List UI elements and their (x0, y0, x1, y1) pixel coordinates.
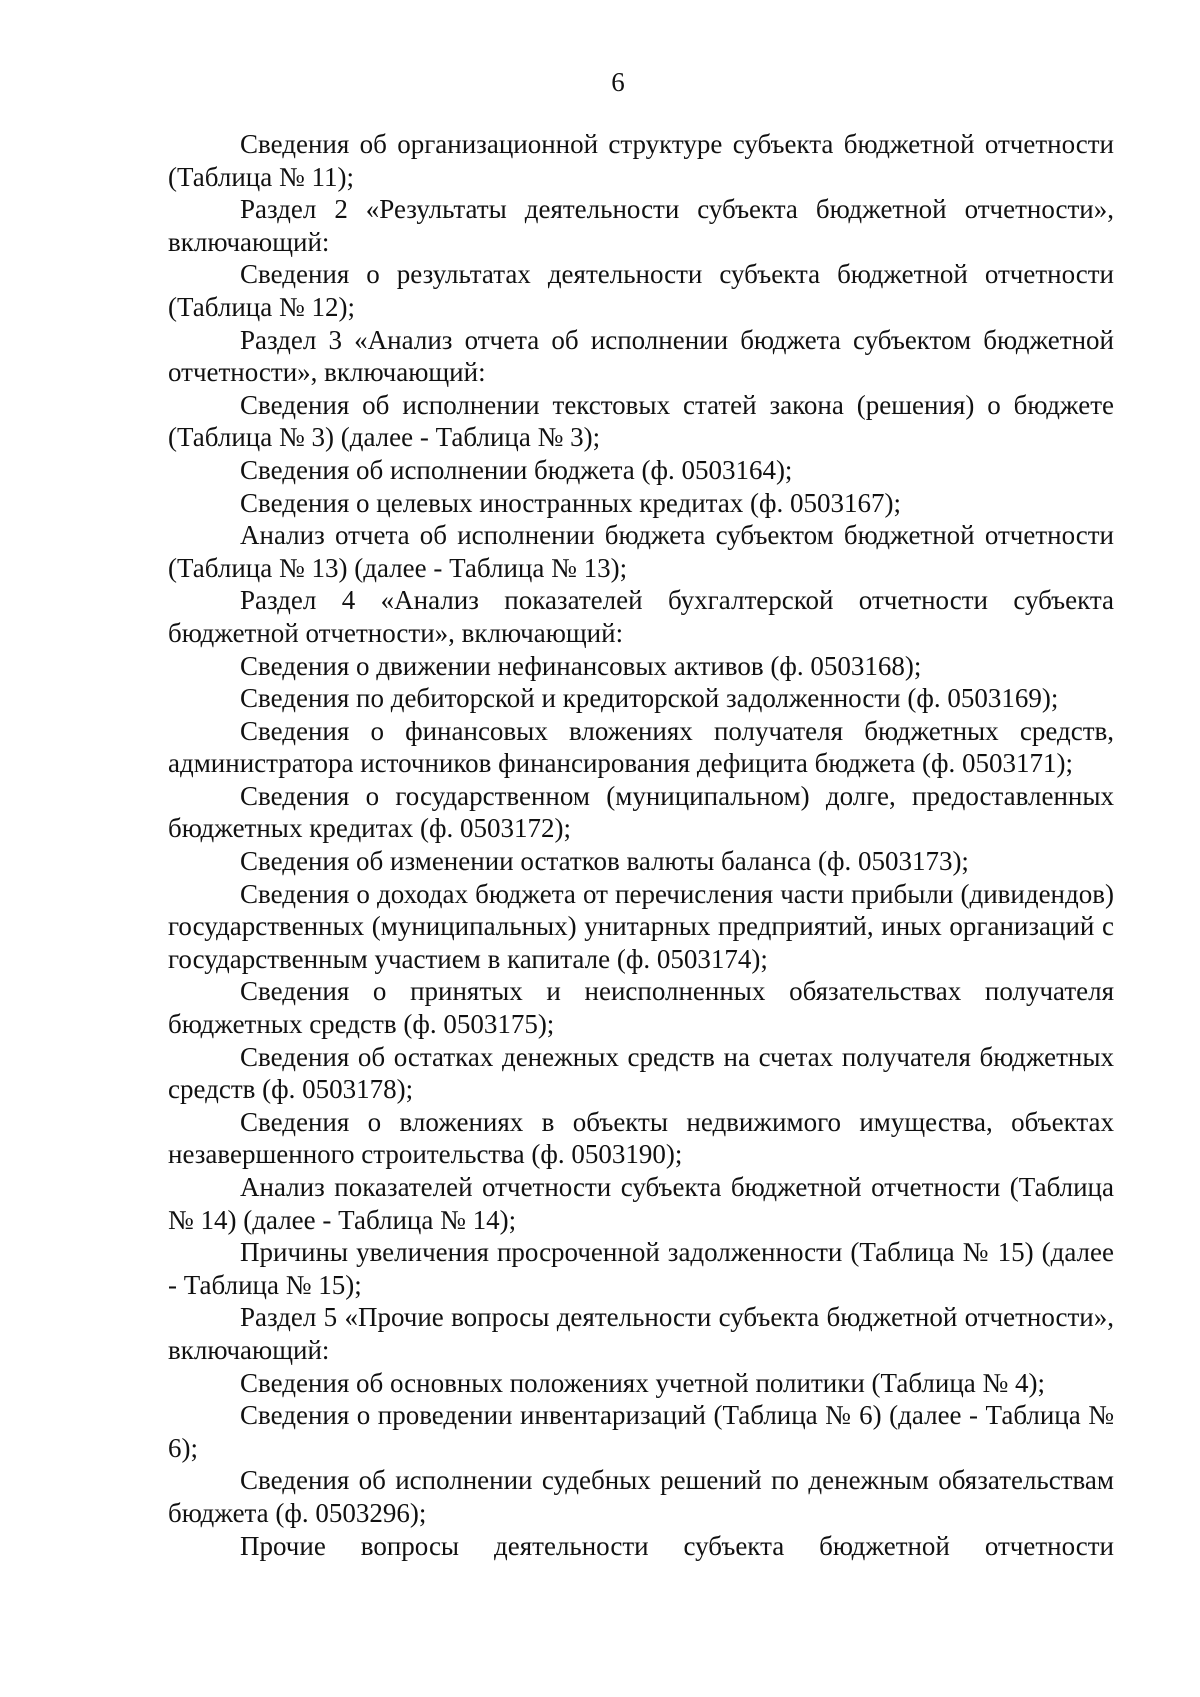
paragraph: Сведения об организационной структуре субъекта бюджетной отчетности (Таблица № 11); (168, 129, 1114, 192)
paragraph: Сведения о целевых иностранных кредитах (ф. 0503167); (240, 487, 902, 518)
paragraph: Сведения о результатах деятельности субъекта бюджетной отчетности (Таблица № 12); (168, 259, 1114, 322)
paragraph: Сведения о вложениях в объекты недвижимого имущества, объектах незавершенного строительства (ф. 0503190); (168, 1106, 1114, 1170)
paragraph: Сведения по дебиторской и кредиторской задолженности (ф. 0503169); (240, 683, 1059, 714)
paragraph: Сведения о финансовых вложениях получателя бюджетных средств, администратора источников финансирования дефицита бюджета (ф. 0503171); (168, 715, 1114, 779)
paragraph: Сведения об исполнении бюджета (ф. 0503164); (240, 454, 793, 485)
paragraph: Раздел 2 «Результаты деятельности субъекта бюджетной отчетности», включающий: (168, 194, 1114, 257)
paragraph: Сведения о государственном (муниципальном) долге, предоставленных бюджетных кредитах (ф. 0503172); (168, 780, 1114, 844)
paragraph: Анализ отчета об исполнении бюджета субъектом бюджетной отчетности (Таблица № 13) (далее - Таблица № 13); (168, 520, 1114, 583)
paragraph: Сведения об остатках денежных средств на счетах получателя бюджетных средств (ф. 0503178); (168, 1041, 1114, 1105)
paragraph: Сведения об исполнении текстовых статей закона (решения) о бюджете (Таблица № 3) (далее - Таблица № 3); (168, 389, 1114, 453)
page-number: 6 (611, 67, 625, 97)
paragraph: Сведения о принятых и неисполненных обязательствах получателя бюджетных средств (ф. 0503175); (168, 976, 1114, 1040)
paragraph: Сведения о проведении инвентаризаций (Таблица № 6) (далее - Таблица № 6); (168, 1400, 1114, 1463)
paragraph: Раздел 3 «Анализ отчета об исполнении бюджета субъектом бюджетной отчетности», включающий: (168, 324, 1114, 388)
paragraph: Раздел 4 «Анализ показателей бухгалтерской отчетности субъекта бюджетной отчетности», включающий: (168, 585, 1114, 648)
document-body (168, 128, 1114, 1562)
paragraph: Сведения о доходах бюджета от перечисления части прибыли (дивидендов) государственных (муниципальных) унитарных предприятий, иных организаций с государственным участием в капитале (ф. 0503174); (168, 878, 1114, 974)
paragraph: Сведения об изменении остатков валюты баланса (ф. 0503173); (240, 846, 969, 877)
paragraph: Причины увеличения просроченной задолженности (Таблица № 15) (далее - Таблица № 15); (168, 1237, 1114, 1300)
paragraph: Сведения об исполнении судебных решений по денежным обязательствам бюджета (ф. 0503296); (168, 1465, 1114, 1528)
paragraph: Анализ показателей отчетности субъекта бюджетной отчетности (Таблица № 14) (далее - Таблица № 14); (168, 1172, 1114, 1235)
paragraph: Сведения о движении нефинансовых активов (ф. 0503168); (240, 650, 922, 681)
paragraph: Сведения об основных положениях учетной политики (Таблица № 4); (240, 1367, 1046, 1398)
paragraph: Раздел 5 «Прочие вопросы деятельности субъекта бюджетной отчетности», включающий: (168, 1302, 1114, 1365)
paragraph: Прочие вопросы деятельности субъекта бюджетной отчетности (240, 1530, 1114, 1561)
